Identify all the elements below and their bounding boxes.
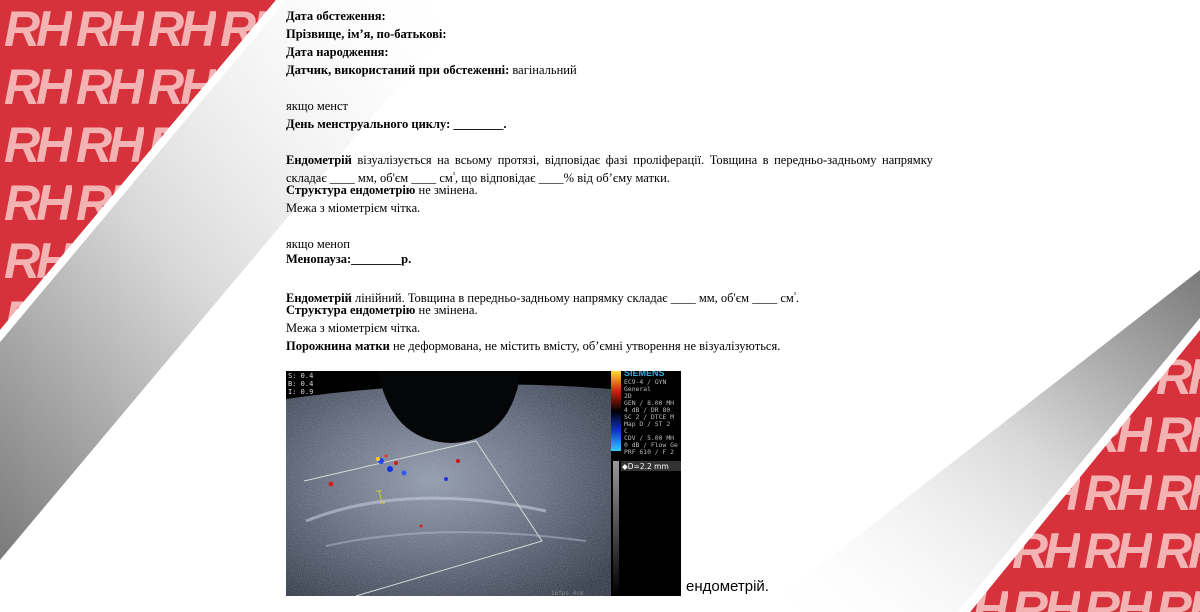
us-right-param-6: SC 2 / DTCE M [624,413,675,421]
cycle-day-label: День менструального циклу: ________. [286,117,507,131]
endometrium-percent-text: , що відповідає ____% від об’єму матки. [454,171,670,186]
us-left-param-2: B: 0.4 [288,380,314,388]
us-right-param-11: PRF 610 / F 2 [624,448,675,456]
us-right-param-1: EC9-4 / GYN [624,378,667,386]
structure-label: Структура ендометрію [286,183,416,197]
cube-superscript: ³ [452,171,455,179]
us-bottom-text: 16fps 4cm [551,590,584,596]
probe-label: Датчик, використаний при обстеженні: [286,63,510,77]
cavity-value: не деформована, не містить вмісту, об’ємні утворення не візуалізуються. [389,339,781,353]
exam-date-label: Дата обстеження: [286,9,386,23]
birth-date-label: Дата народження: [286,45,389,59]
us-left-param-3: I: 0.9 [288,388,314,396]
menopause-label: Менопауза:________р. [286,252,412,266]
us-left-param-1: S: 0.4 [288,372,314,380]
image-caption: ендометрій. [686,578,769,595]
endometrium-label: Ендометрій [286,153,352,167]
probe-value: вагінальний [509,63,577,77]
menopause-cube-superscript: ³ [793,291,796,299]
us-right-param-4: GEN / 8.00 MH [624,399,675,407]
us-right-param-9: CDV / 5.00 MH [624,434,675,442]
menopause-border-text: Межа з міометрієм чітка. [286,321,421,335]
name-label: Прізвище, ім’я, по-батькові: [286,27,447,41]
menopause-endometrium-label: Ендометрій [286,291,352,306]
us-right-param-5: 4 dB / DR 80 [624,406,671,414]
ultrasound-image [286,371,681,596]
us-right-param-7: Map D / ST 2 [624,420,671,428]
menopause-structure-label: Структура ендометрію [286,303,416,317]
menopause-endometrium-text: лінійний. Товщина в передньо-задньому напрямку складає ____ мм, об'єм ____ см [351,291,794,306]
menopause-structure-value: не змінена. [415,303,478,317]
cavity-label: Порожнина матки [286,339,390,353]
border-text: Межа з міометрієм чітка. [286,201,421,215]
us-right-param-8: C [624,427,628,435]
endometrium-text: візуалізується на всьому протязі, відповідає фазі проліферації. Товщина в передньо-задньому напрямку [351,153,933,167]
menopause-period: . [795,291,800,306]
us-brand: SIEMENS [624,371,665,378]
structure-value: не змінена. [415,183,478,197]
us-right-param-3: 2D [624,392,632,400]
us-right-param-10: 0 dB / Flow Ge [624,441,678,449]
menstrual-condition: якщо менст [286,99,348,113]
us-right-param-2: General [624,385,651,393]
menopause-condition: якщо меноп [286,237,350,251]
endometrium-volume-text: складає ____ мм, об'єм ____ см [286,171,453,186]
us-measurement: ◆D=2.2 mm [622,462,669,471]
